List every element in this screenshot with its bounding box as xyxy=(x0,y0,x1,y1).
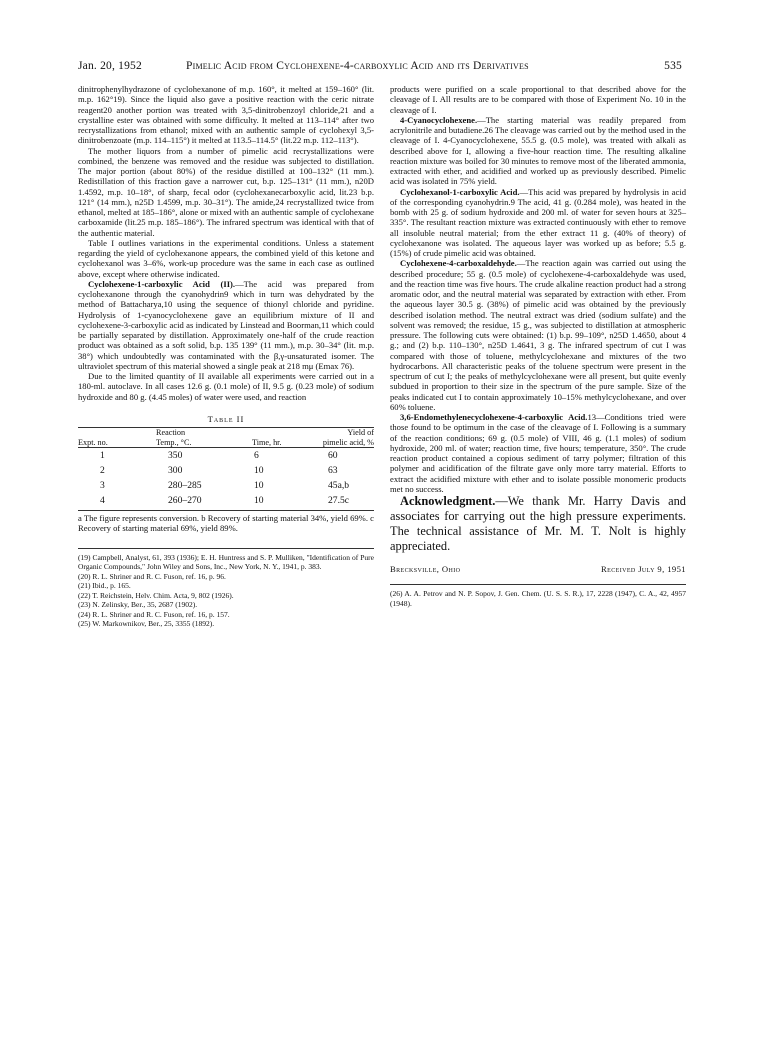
footnote: (23) N. Zelinsky, Ber., 35, 2687 (1902). xyxy=(78,600,198,610)
table-cell: 63 xyxy=(328,465,338,477)
column-header: Temp., °C. xyxy=(156,438,252,448)
acknowledgment xyxy=(390,494,686,554)
table-cell: 2 xyxy=(100,465,105,477)
paragraph xyxy=(390,412,686,494)
footnotes-right xyxy=(390,584,686,608)
paragraph-text: —The reaction again was carried out using the described procedure; 55 g. (0.5 mole) of cyclohexene-4-carboxaldehyde was used, and the reaction time was five hours. The crude alkaline reaction product had a strong aromatic odor, and the neutral material was separated by extraction with ether. From the aqueous layer 30.5 g. (38%) of pimelic acid was obtained by the previously described isolation method. The neutral extract was dried (sodium sulfate) and the solvent was removed; the residue, 15 g., was subjected to distillation at atmospheric pressure. The following cuts were obtained: (1) b.p. 99–109°, n25D 1.4650, about 4 g.; and (2) b.p. 110–130°, n25D 1.4641, 3 g. The infrared spectrum of cut I was compared with those of toluene, methylcyclohexane and mixtures of the two hydrocarbons. All characteristic peaks of the toluene spectrum were present in the spectrum of cut I; the peaks of methylcyclohexane were all present, but quite evenly subdued in proportion to their size in the spectrum of the pure sample. Size of the peaks indicated cut I to contain approximately 10–15% methylcyclohexane, and over 60% toluene. xyxy=(390,258,686,412)
paragraph-text: —The acid was prepared from cyclohexanone through the cyanohydrin9 which in turn was dehydrated by the method of Battacharya,10 using the sequence of thionyl chloride and pyridine. Hydrolysis of 1-cyanocyclohexene gave an equilibrium mixture of II and cyclohexene-3-carboxylic acid as indicated by Linstead and Boorman,11 which could be partially separated by distillation. Approximately one-half of the crude reaction product was obtained as a soft solid, b.p. 135 139° (11 mm.), m.p. 30–34° (lit. m.p. 38°) which undoubtedly was contaminated with the β,γ-unsaturated isomer. The ultraviolet spectrum of this material showed a single peak at 218 mμ (Emax 76). xyxy=(78,278,374,371)
footnote: (22) T. Reichstein, Helv. Chim. Acta, 9, 802 (1926). xyxy=(78,590,234,600)
received-date: Received July 9, 1951 xyxy=(601,564,686,574)
column-header: Time, hr. xyxy=(252,438,310,448)
affiliation-place: Brecksville, Ohio xyxy=(390,564,461,574)
section-heading: 3,6-Endomethylenecyclohexene-4-carboxylic Acid. xyxy=(400,412,588,422)
column-header: Yield of xyxy=(347,428,374,437)
left-column xyxy=(78,84,374,629)
table-row xyxy=(78,478,374,493)
data-table xyxy=(78,426,374,508)
table-cell: 280–285 xyxy=(168,480,202,492)
table-cell: 10 xyxy=(254,465,264,477)
section-heading: Cyclohexene-4-carboxaldehyde. xyxy=(400,258,517,269)
table-cell: 350 xyxy=(168,450,183,462)
footnote: (21) Ibid., p. 165. xyxy=(78,581,131,591)
paragraph: Table I outlines variations in the experimental conditions. Unless a statement regarding the yield of cyclohexanone appears, the combined yield of this ketone and cyclohexanol was 3–6%, work-up procedure was the same in each case as outlined above, except where otherwise indicated. xyxy=(78,237,374,279)
table-cell: 4 xyxy=(100,495,105,507)
paragraph-text: —This acid was prepared by hydrolysis in acid of the corresponding cyanohydrin.9 The acid, 41 g. (0.284 mole), was heated in the bomb with 25 g. of sodium hydroxide and 200 ml. of water for seven hours at 325–335°. The resultant reaction mixture was extracted continuously with ether to remove all insoluble neutral material; from the ether extract 11 g. (40% of theory) of cyclohexanone was isolated. The aqueous layer was worked up as before; 5.5 g. (15%) of crude pimelic acid was obtained. xyxy=(390,186,686,258)
footnote: (26) A. A. Petrov and N. P. Sopov, J. Gen. Chem. (U. S. S. R.), 17, 2228 (1947), C. A., 42, 4957 (1948). xyxy=(390,589,686,608)
column-header: Expt. no. xyxy=(78,438,156,448)
table-cell: 300 xyxy=(168,465,183,477)
column-header: pimelic acid, % xyxy=(310,438,374,448)
table-cell: 1 xyxy=(100,450,105,462)
paragraph: The mother liquors from a number of pimelic acid recrystallizations were combined, the benzene was removed and the residue was subjected to distillation. The major portion (about 80%) of the residue distilled at 100–132° (11 mm.). Redistillation of this fraction gave a narrower cut, b.p. 125–131° (11 mm.), n20D 1.4592, m.p. 10–18°, of sharp, fecal odor (cyclohexanecarboxylic acid, lit.23 b.p. 121° (14 mm.), n25D 1.4599, m.p. 30–31°). The amide,24 recrystallized twice from ethanol, melted at 185–186°, alone or mixed with an authentic sample of cyclohexane carboxamide (lit.25 m.p. 185–186°). The infrared spectrum was identical with that of the authentic material. xyxy=(78,145,374,238)
paragraph xyxy=(390,115,686,187)
table-ii xyxy=(78,414,374,534)
running-title: Pimelic Acid from Cyclohexene-4-carboxylic Acid and its Derivatives xyxy=(186,60,529,72)
paragraph: products were purified on a scale proportional to that described above for the cleavage of I. All results are to be compared with those of Experiment No. 10 in the cleavage of I. xyxy=(390,84,686,115)
table-cell: 10 xyxy=(254,480,264,492)
footnotes-left xyxy=(78,548,374,629)
table-cell: 3 xyxy=(100,480,105,492)
table-row xyxy=(78,448,374,464)
column-header: Reaction xyxy=(156,428,186,437)
table-cell: 10 xyxy=(254,495,264,507)
table-title: Table II xyxy=(207,413,245,424)
footnote: (24) R. L. Shriner and R. C. Fuson, ref. 16, p. 157. xyxy=(78,609,230,619)
footnote: (19) Campbell, Analyst, 61, 393 (1936); E. H. Huntress and S. P. Mulliken, "Identification of Pure Organic Compounds," John Wiley and Sons, Inc., New York, N. Y., 1941, p. 383. xyxy=(78,552,374,572)
paragraph xyxy=(78,279,374,371)
paragraph-text: 13—Conditions tried were those found to be optimum in the case of the cleavage of I. Following is a summary of the reaction conditions; 69 g. (0.5 mole) of VIII, 46 g. (1.1 moles) of sodium hydroxide, 200 ml. of water; reaction time, five hours; temperature, 350°. The crude reaction product contained a copious sediment of tarry polymer; filtration of this polymer and acidification of the filtrate gave only more tarry material. Efforts to extract the acidified mixture with ether and to isolate possible monomeric products met no success. xyxy=(390,412,686,494)
section-heading: Cyclohexene-1-carboxylic Acid (II). xyxy=(88,278,236,289)
acknowledgment-text: —We thank Mr. Harry Davis and associates for carrying out the high pressure experiments. The technical assistance of Mr. M. T. Nolt is highly appreciated. xyxy=(390,494,686,553)
page-number: 535 xyxy=(664,60,682,72)
table-cell: 260–270 xyxy=(168,495,202,507)
footnote: (25) W. Markownikov, Ber., 25, 3355 (1892). xyxy=(78,619,215,629)
paragraph-text: —The starting material was readily prepared from acrylonitrile and butadiene.26 The cleavage was carried out by the method used in the cleavage of I. 4-Cyanocyclohexene, 55.5 g. (0.5 mole), was treated with alkali as described above for I, allowing a five-hour reaction time. The resulting alkaline reaction mixture was boiled for 30 minutes to remove most of the liberated ammonia, extracted with ether, and acidified and worked up as previously described. Pimelic acid was isolated in 75% yield. xyxy=(390,114,686,187)
paragraph: Due to the limited quantity of II available all experiments were carried out in a 180-ml. autoclave. In all cases 12.6 g. (0.1 mole) of II, 9.5 g. (0.23 mole) of sodium hydroxide and 80 g. (4.45 moles) of water were used, and reaction xyxy=(78,371,374,402)
table-cell: 45a,b xyxy=(328,480,350,492)
footnote: (20) R. L. Shriner and R. C. Fuson, ref. 16, p. 96. xyxy=(78,571,226,581)
paragraph: dinitrophenylhydrazone of cyclohexanone of m.p. 160°, it melted at 159–160° (lit. m.p. 162°19). Since the liquid also gave a positive reaction with the ceric nitrate reagent20 another portion was treated with 3,5-dinitrobenzoyl chloride,21 and a crystalline ester was obtained with some difficulty. It melted at 113–114° after two recrystallizations from ethanol; mixed with an authentic sample of cyclohexyl 3,5-dinitrobenzoate (m.p. 114–115°) it melted at 113.5–114.5° (lit.22 m.p. 112–113°). xyxy=(78,84,374,146)
table-row xyxy=(78,463,374,478)
paragraph xyxy=(390,187,686,259)
paragraph xyxy=(390,258,686,412)
table-footnote: a The figure represents conversion. b Recovery of starting material 34%, yield 69%. c Recovery of starting material 69%, yield 89%. xyxy=(78,510,374,534)
acknowledgment-heading: Acknowledgment. xyxy=(400,494,496,508)
table-cell: 27.5c xyxy=(328,495,350,507)
table-row xyxy=(78,493,374,508)
right-column xyxy=(390,84,686,608)
section-heading: 4-Cyanocyclohexene. xyxy=(400,114,478,125)
section-heading: Cyclohexanol-1-carboxylic Acid. xyxy=(400,186,520,197)
signature-line xyxy=(390,564,686,578)
table-cell: 60 xyxy=(328,450,338,462)
running-header xyxy=(78,60,682,76)
issue-date: Jan. 20, 1952 xyxy=(78,60,142,72)
table-cell: 6 xyxy=(254,450,259,462)
